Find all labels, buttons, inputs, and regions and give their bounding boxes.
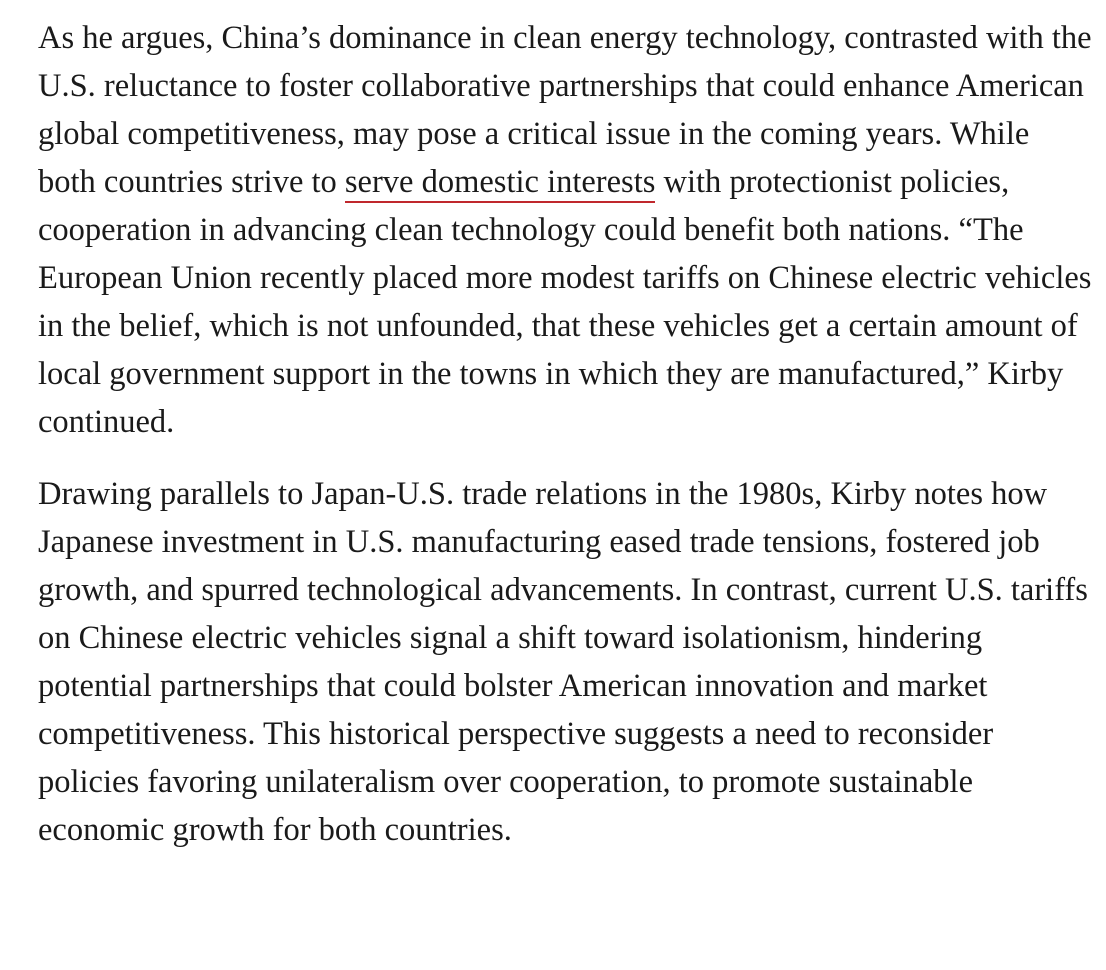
article-paragraph-2: Drawing parallels to Japan-U.S. trade relations in the 1980s, Kirby notes how Japanese investment in U.S. manufacturing eased trade tensions, fostered job growth, and spurred technological advancements. In contrast, current U.S. tariffs on Chinese electric vehicles signal a shift toward isolationism, hindering potential partnerships that could bolster American innovation and market competitiveness. This historical perspective suggests a need to reconsider policies favoring unilateralism over cooperation, to promote sustainable economic growth for both countries.: [38, 476, 1088, 848]
paragraph-1-text-before-link: As he argues, China’s dominance in clean energy technology, contrasted with the U.S. reluctance to foster collaborative partnerships that could enhance American global competitiveness, may pose a critical issue in the coming years. While both countries strive to: [38, 20, 1092, 200]
article-body: [38, 14, 1094, 854]
paragraph-1-text-after-link: with protectionist policies, cooperation in advancing clean technology could benefit both nations. “The European Union recently placed more modest tariffs on Chinese electric vehicles in the belief, which is not unfounded, that these vehicles get a certain amount of local government support in the towns in which they are manufactured,” Kirby continued.: [38, 164, 1092, 440]
serve-domestic-interests-link[interactable]: serve domestic interests: [345, 164, 655, 203]
article-paragraph-1: [38, 14, 1094, 446]
